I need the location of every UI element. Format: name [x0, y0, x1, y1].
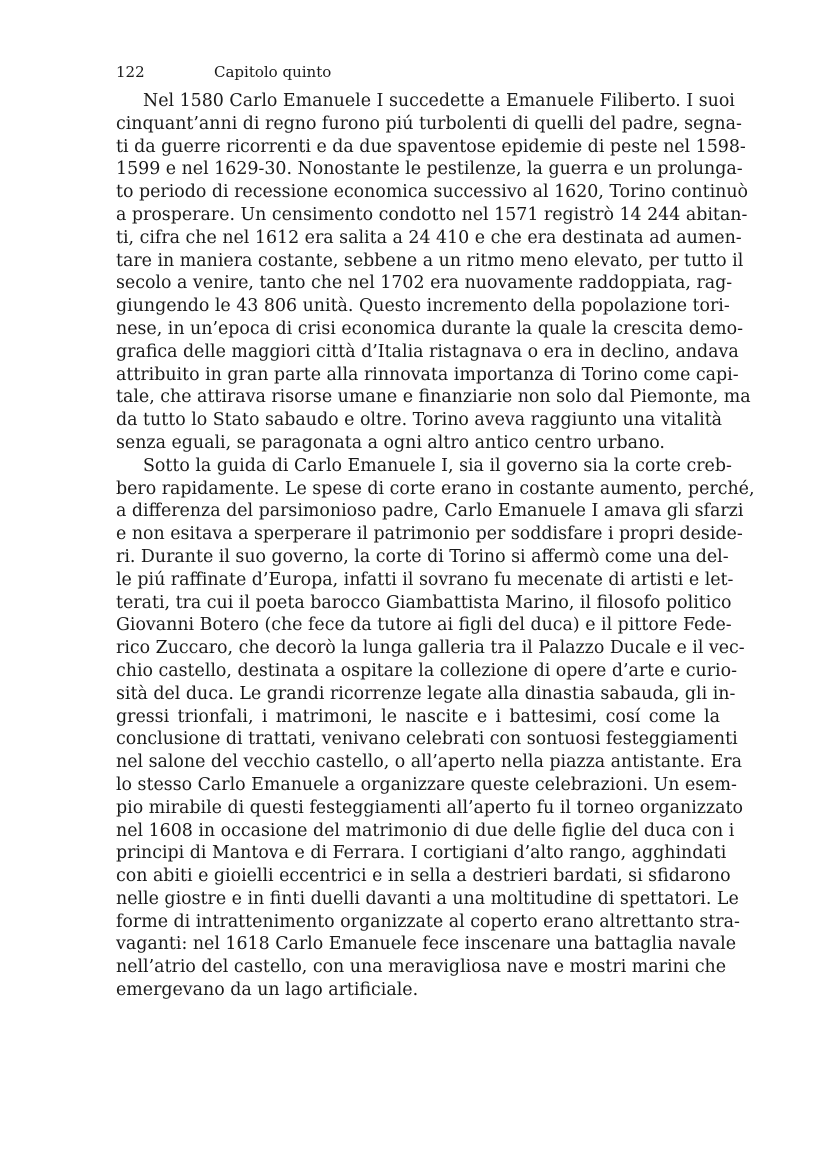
- text-line: nell’atrio del castello, con una meravigliosa nave e mostri marini che: [116, 957, 727, 978]
- text-line: emergevano da un lago artificiale.: [116, 980, 419, 1001]
- text-line: con abiti e gioielli eccentrici e in sella a destrieri bardati, si sfidarono: [116, 866, 731, 887]
- paragraph-2: [116, 455, 755, 1002]
- book-page: [116, 62, 755, 1002]
- text-line: pio mirabile di questi festeggiamenti all’aperto fu il torneo organizzato: [116, 797, 743, 818]
- text-line: gressi trionfali, i matrimoni, le nascite e i battesimi, cosí come la: [116, 706, 720, 727]
- paragraph-1: [116, 90, 751, 455]
- text-line: bero rapidamente. Le spese di corte erano in costante aumento, perché,: [116, 478, 755, 499]
- text-line: Nel 1580 Carlo Emanuele I succedette a Emanuele Filiberto. I suoi: [143, 91, 735, 111]
- text-line: ri. Durante il suo governo, la corte di Torino si affermò come una del-: [116, 546, 729, 567]
- text-line: e non esitava a sperperare il patrimonio per soddisfare i propri deside-: [116, 524, 743, 545]
- text-line: Sotto la guida di Carlo Emanuele I, sia il governo sia la corte creb-: [143, 455, 732, 476]
- chapter-title: Capitolo quinto: [214, 63, 332, 81]
- text-line: nel salone del vecchio castello, o all’aperto nella piazza antistante. Era: [116, 752, 742, 773]
- text-line: to periodo di recessione economica successivo al 1620, Torino continuò: [116, 182, 749, 203]
- text-line: rico Zuccaro, che decorò la lunga galleria tra il Palazzo Ducale e il vec-: [116, 638, 745, 659]
- text-line: a differenza del parsimonioso padre, Carlo Emanuele I amava gli sfarzi: [116, 501, 744, 522]
- text-line: attribuito in gran parte alla rinnovata importanza di Torino come capi-: [116, 364, 739, 385]
- text-line: chio castello, destinata a ospitare la collezione di opere d’arte e curio-: [116, 660, 737, 681]
- running-head: [116, 62, 720, 82]
- text-line: ti, cifra che nel 1612 era salita a 24 410 e che era destinata ad aumen-: [116, 227, 742, 248]
- page-number: 122: [116, 63, 145, 81]
- text-line: nel 1608 in occasione del matrimonio di due delle figlie del duca con i: [116, 820, 735, 841]
- text-line: nese, in un’epoca di crisi economica durante la quale la crescita demo-: [116, 318, 743, 339]
- text-line: giungendo le 43 806 unità. Questo incremento della popolazione tori-: [116, 296, 730, 317]
- text-line: tare in maniera costante, sebbene a un ritmo meno elevato, per tutto il: [116, 250, 744, 271]
- text-line: secolo a venire, tanto che nel 1702 era nuovamente raddoppiata, rag-: [116, 273, 733, 294]
- text-line: da tutto lo Stato sabaudo e oltre. Torino aveva raggiunto una vitalità: [116, 410, 723, 431]
- text-line: vaganti: nel 1618 Carlo Emanuele fece inscenare una battaglia navale: [116, 934, 736, 955]
- text-line: principi di Mantova e di Ferrara. I cortigiani d’alto rango, agghindati: [116, 843, 727, 864]
- text-line: le piú raffinate d’Europa, infatti il sovrano fu mecenate di artisti e let-: [116, 569, 734, 590]
- text-line: ti da guerre ricorrenti e da due spaventose epidemie di peste nel 1598-: [116, 136, 746, 157]
- text-line: lo stesso Carlo Emanuele a organizzare queste celebrazioni. Un esem-: [116, 774, 737, 795]
- text-line: Giovanni Botero (che fece da tutore ai figli del duca) e il pittore Fede-: [116, 615, 732, 636]
- text-line: nelle giostre e in finti duelli davanti a una moltitudine di spettatori. Le: [116, 888, 739, 909]
- text-line: tale, che attirava risorse umane e finanziarie non solo dal Piemonte, ma: [116, 387, 751, 408]
- text-line: grafica delle maggiori città d’Italia ristagnava o era in declino, andava: [116, 341, 739, 362]
- text-line: conclusione di trattati, venivano celebrati con sontuosi festeggiamenti: [116, 729, 738, 750]
- text-line: 1599 e nel 1629-30. Nonostante le pestilenze, la guerra e un prolunga-: [116, 159, 743, 180]
- text-line: a prosperare. Un censimento condotto nel 1571 registrò 14 244 abitan-: [116, 204, 748, 225]
- text-line: senza eguali, se paragonata a ogni altro antico centro urbano.: [116, 432, 665, 453]
- text-line: terati, tra cui il poeta barocco Giambattista Marino, il filosofo politico: [116, 592, 732, 613]
- text-line: cinquant’anni di regno furono piú turbolenti di quelli del padre, segna-: [116, 113, 742, 134]
- text-line: sità del duca. Le grandi ricorrenze legate alla dinastia sabauda, gli in-: [116, 683, 736, 704]
- text-line: forme di intrattenimento organizzate al coperto erano altrettanto stra-: [116, 911, 740, 932]
